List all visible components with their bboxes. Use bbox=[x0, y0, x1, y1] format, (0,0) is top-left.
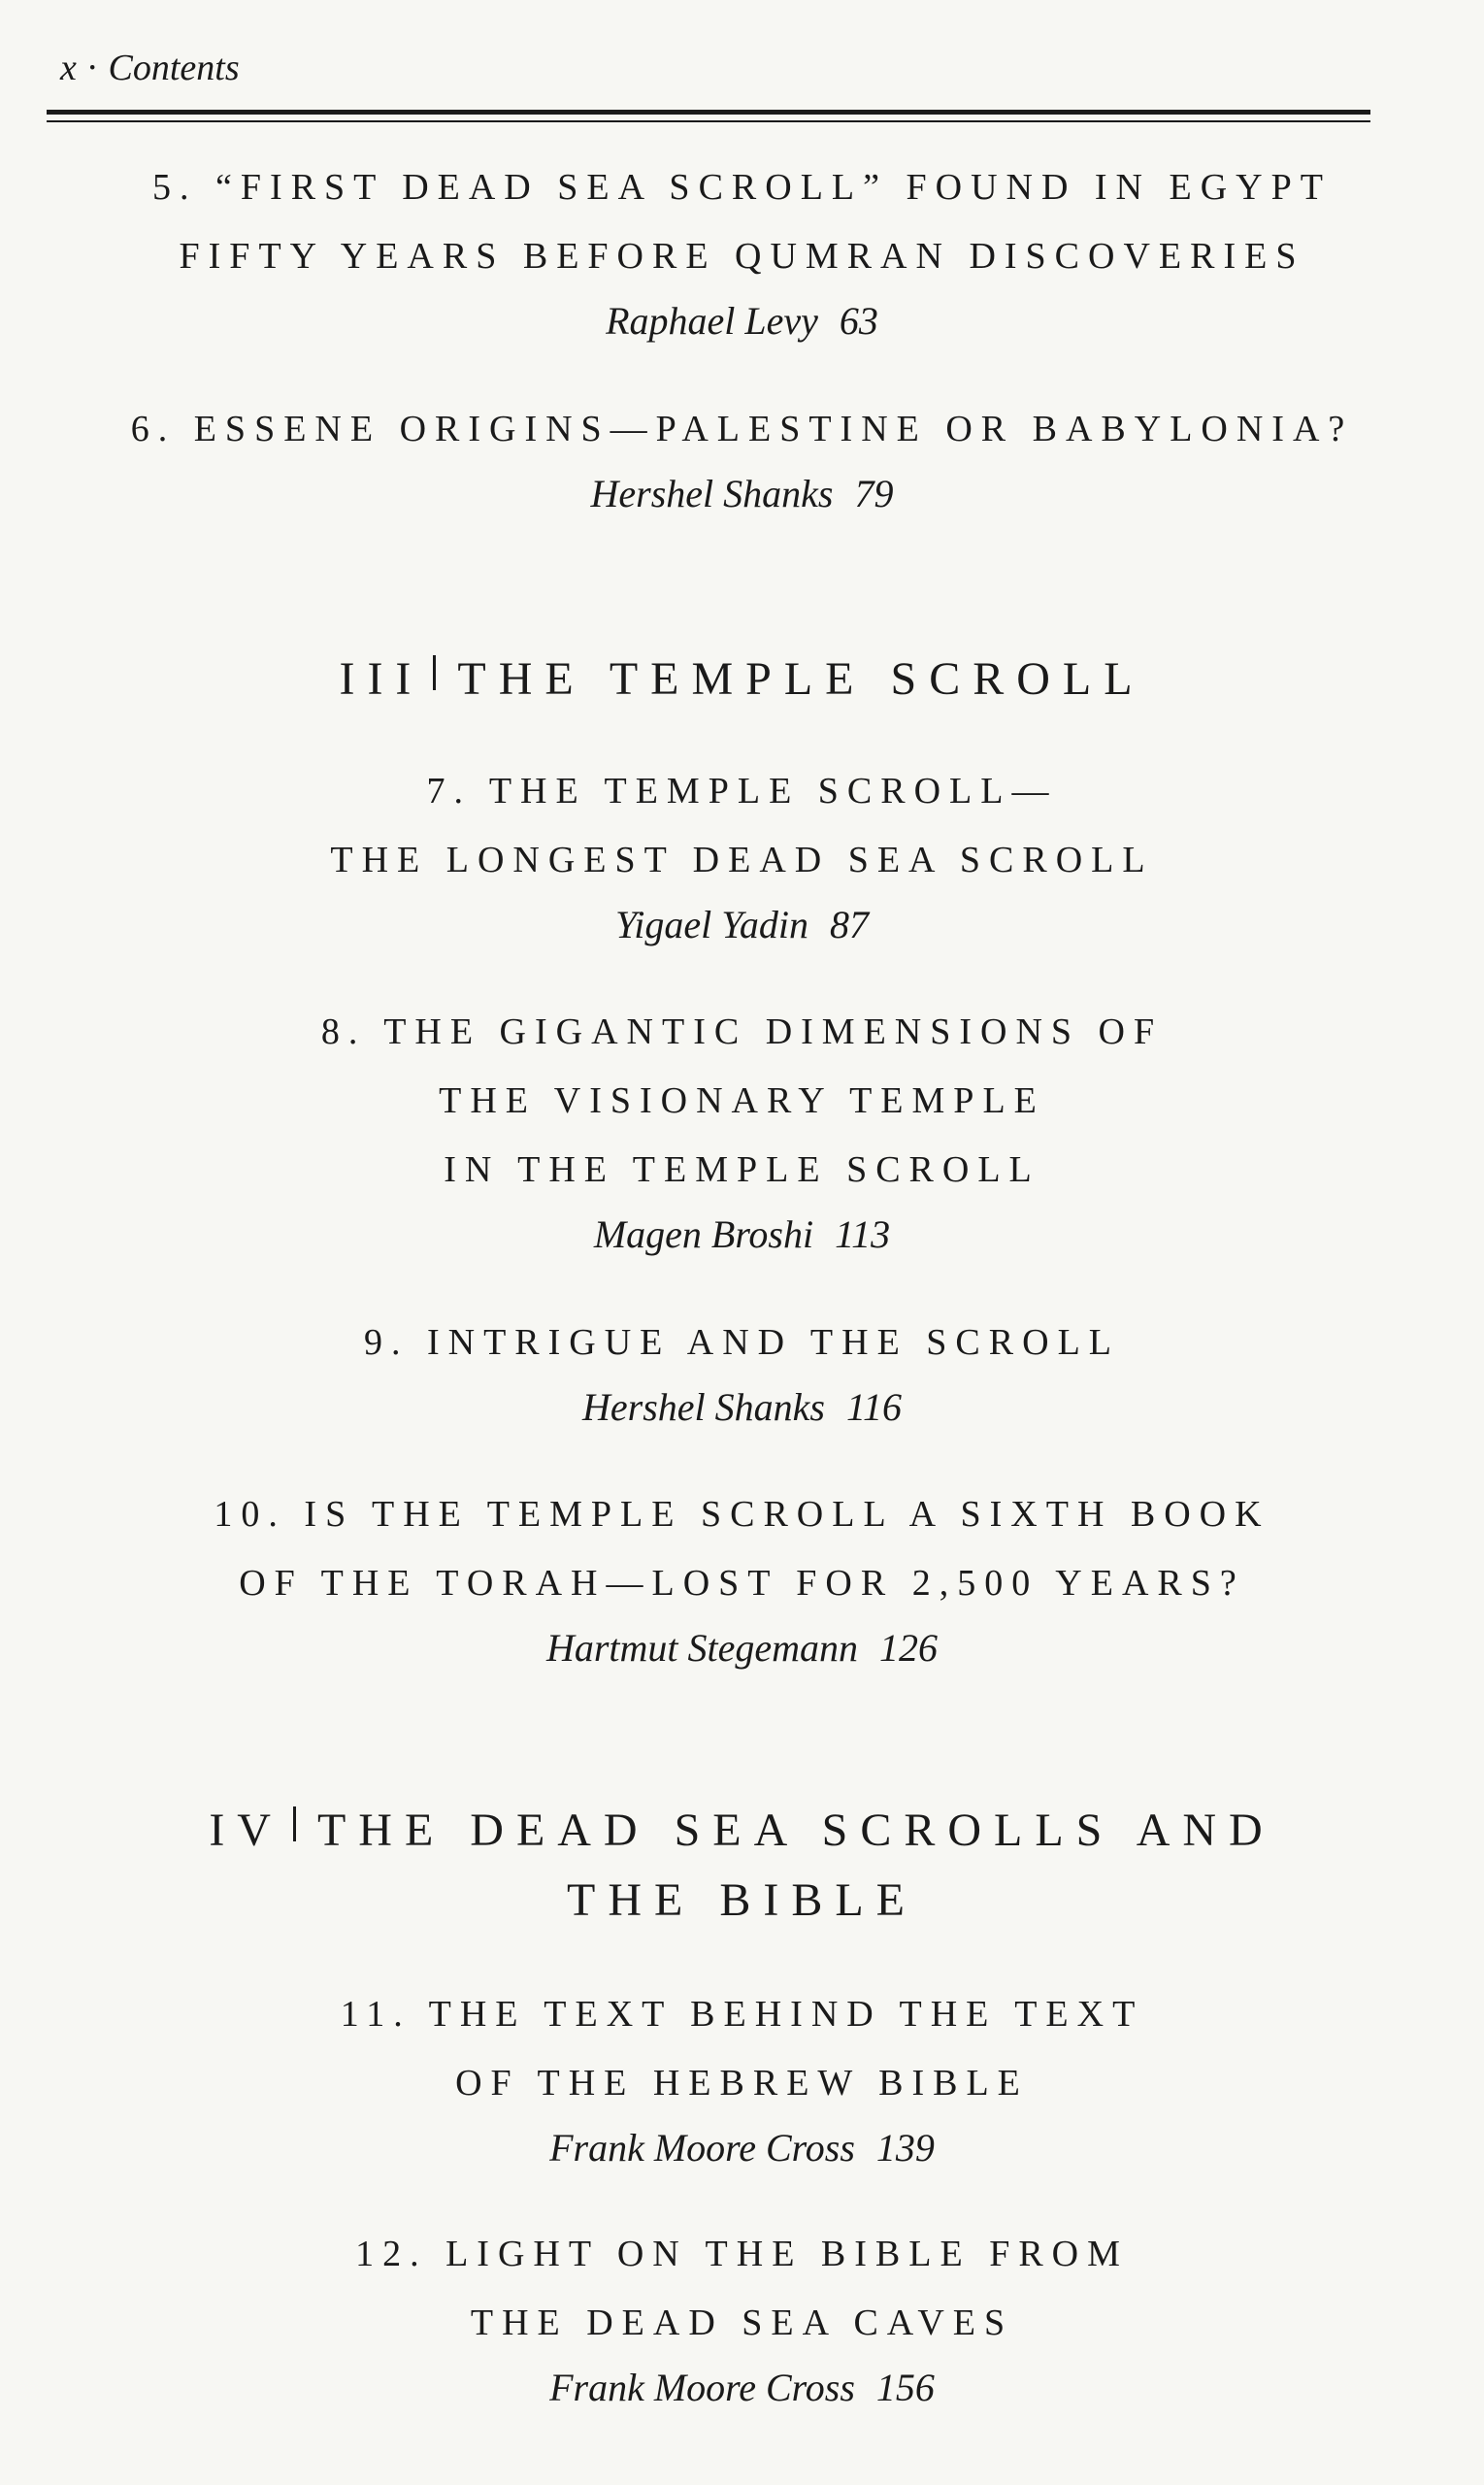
entry-title-line: THE LONGEST DEAD SEA SCROLL bbox=[330, 840, 1154, 880]
section-title-line bbox=[0, 645, 1484, 714]
entry-byline bbox=[0, 291, 1484, 351]
section-divider-bar bbox=[433, 655, 436, 690]
entry-title-line: FIFTY YEARS BEFORE QUMRAN DISCOVERIES bbox=[179, 236, 1305, 277]
entry-byline bbox=[0, 2118, 1484, 2178]
entry-byline bbox=[0, 1205, 1484, 1265]
header-separator: · bbox=[85, 48, 99, 88]
section-title: THE DEAD SEA SCROLLS AND bbox=[316, 1805, 1275, 1856]
entry-title-line: 12. LIGHT ON THE BIBLE FROM bbox=[355, 2234, 1129, 2274]
toc-entry-7[interactable] bbox=[0, 757, 1484, 955]
section-numeral: III bbox=[339, 653, 424, 705]
entry-author: Frank Moore Cross bbox=[549, 2366, 855, 2409]
section-heading-iii bbox=[0, 645, 1484, 714]
section-heading-iv bbox=[0, 1796, 1484, 1936]
entry-title-line: 6. ESSENE ORIGINS—PALESTINE OR BABYLONIA? bbox=[130, 409, 1354, 449]
entry-title-line: 7. THE TEMPLE SCROLL— bbox=[426, 771, 1058, 812]
entry-title-line: OF THE HEBREW BIBLE bbox=[455, 2063, 1029, 2104]
entry-page: 63 bbox=[839, 299, 878, 343]
entry-byline bbox=[0, 2358, 1484, 2418]
entry-author: Yigael Yadin bbox=[615, 903, 808, 946]
entry-title-line: 10. IS THE TEMPLE SCROLL A SIXTH BOOK bbox=[214, 1494, 1270, 1535]
entry-page: 79 bbox=[854, 472, 894, 515]
entry-author: Hershel Shanks bbox=[590, 472, 834, 515]
entry-page: 139 bbox=[875, 2126, 935, 2170]
entry-author: Frank Moore Cross bbox=[549, 2126, 855, 2170]
toc-entry-6[interactable] bbox=[0, 395, 1484, 524]
entry-page: 156 bbox=[875, 2366, 935, 2409]
header-rule-thin bbox=[47, 120, 1370, 122]
entry-author: Hershel Shanks bbox=[582, 1385, 825, 1429]
entry-title-line: OF THE TORAH—LOST FOR 2,500 YEARS? bbox=[239, 1563, 1245, 1604]
entry-title-line: THE DEAD SEA CAVES bbox=[470, 2303, 1014, 2343]
toc-entry-11[interactable] bbox=[0, 1980, 1484, 2178]
header-rule-thick bbox=[47, 110, 1370, 115]
folio-number: x bbox=[60, 48, 77, 88]
entry-page: 116 bbox=[845, 1385, 902, 1429]
entry-title-line: THE VISIONARY TEMPLE bbox=[439, 1080, 1045, 1121]
toc-entry-8[interactable] bbox=[0, 998, 1484, 1265]
section-title-line: THE BIBLE bbox=[567, 1874, 917, 1926]
running-header bbox=[60, 47, 240, 89]
running-title: Contents bbox=[108, 48, 240, 88]
section-title-line bbox=[0, 1796, 1484, 1866]
toc-entry-5[interactable] bbox=[0, 153, 1484, 351]
entry-page: 87 bbox=[829, 903, 869, 946]
entry-byline bbox=[0, 464, 1484, 524]
section-title: THE TEMPLE SCROLL bbox=[457, 653, 1145, 705]
toc-entry-12[interactable] bbox=[0, 2220, 1484, 2418]
toc-entry-9[interactable] bbox=[0, 1309, 1484, 1438]
entry-page: 113 bbox=[835, 1212, 891, 1256]
entry-title-line: 11. THE TEXT BEHIND THE TEXT bbox=[340, 1994, 1144, 2035]
entry-title-line: 5. “FIRST DEAD SEA SCROLL” FOUND IN EGYPT bbox=[152, 167, 1332, 208]
section-numeral: IV bbox=[209, 1805, 283, 1856]
entry-byline bbox=[0, 895, 1484, 955]
entry-byline bbox=[0, 1618, 1484, 1678]
entry-title-line: IN THE TEMPLE SCROLL bbox=[444, 1149, 1040, 1190]
entry-author: Magen Broshi bbox=[593, 1212, 814, 1256]
entry-title-line: 8. THE GIGANTIC DIMENSIONS OF bbox=[320, 1011, 1164, 1052]
entry-author: Raphael Levy bbox=[606, 299, 818, 343]
entry-title-line: 9. INTRIGUE AND THE SCROLL bbox=[363, 1322, 1120, 1363]
toc-entry-10[interactable] bbox=[0, 1480, 1484, 1678]
entry-byline bbox=[0, 1377, 1484, 1438]
entry-author: Hartmut Stegemann bbox=[545, 1626, 859, 1670]
entry-page: 126 bbox=[879, 1626, 939, 1670]
section-divider-bar bbox=[293, 1806, 296, 1841]
